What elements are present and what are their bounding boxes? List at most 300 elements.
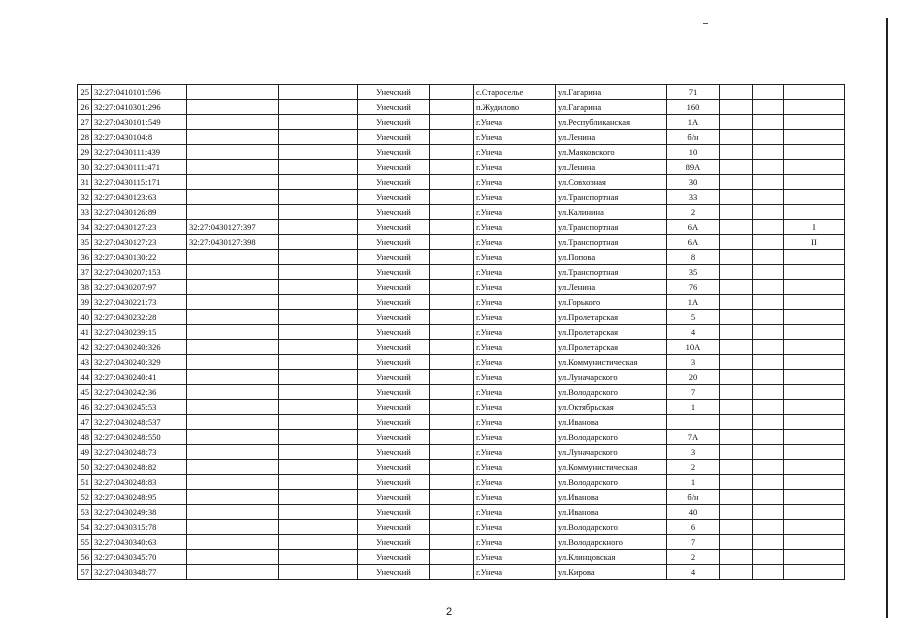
part-mark: [784, 205, 845, 220]
locality: г.Унеча: [474, 130, 556, 145]
house-number: [667, 415, 720, 430]
cadastral-number-secondary: [187, 175, 279, 190]
street: ул.Транспортная: [556, 190, 667, 205]
street: ул.Ленина: [556, 280, 667, 295]
empty-cell: [720, 505, 753, 520]
locality: г.Унеча: [474, 520, 556, 535]
empty-cell: [720, 415, 753, 430]
house-number: 10: [667, 145, 720, 160]
house-number: 89А: [667, 160, 720, 175]
empty-cell: [753, 415, 784, 430]
empty-cell: [720, 250, 753, 265]
cadastral-number: 32:27:0430207:153: [92, 265, 187, 280]
table-row: [78, 145, 845, 160]
row-number: 29: [78, 145, 92, 160]
row-number: 25: [78, 85, 92, 100]
empty-cell: [753, 250, 784, 265]
row-number: 51: [78, 475, 92, 490]
empty-cell: [720, 520, 753, 535]
empty-cell: [279, 385, 358, 400]
row-number: 28: [78, 130, 92, 145]
street: ул.Володарского: [556, 385, 667, 400]
empty-cell: [720, 340, 753, 355]
locality: г.Унеча: [474, 355, 556, 370]
house-number: 7: [667, 535, 720, 550]
street: ул.Транспортная: [556, 220, 667, 235]
cadastral-number-secondary: [187, 355, 279, 370]
locality: г.Унеча: [474, 340, 556, 355]
row-number: 34: [78, 220, 92, 235]
cadastral-number: 32:27:0430127:23: [92, 220, 187, 235]
part-mark: [784, 160, 845, 175]
district: Унечский: [358, 325, 430, 340]
cadastral-number: 32:27:0430104:8: [92, 130, 187, 145]
empty-cell: [279, 550, 358, 565]
table-row: [78, 190, 845, 205]
part-mark: [784, 280, 845, 295]
house-number: 4: [667, 565, 720, 580]
district: Унечский: [358, 175, 430, 190]
part-mark: [784, 250, 845, 265]
part-mark: [784, 430, 845, 445]
cadastral-number-secondary: [187, 430, 279, 445]
house-number: 40: [667, 505, 720, 520]
locality: г.Унеча: [474, 370, 556, 385]
cadastral-number-secondary: [187, 310, 279, 325]
cadastral-number: 32:27:0430123:63: [92, 190, 187, 205]
empty-cell: [279, 535, 358, 550]
table-row: [78, 100, 845, 115]
empty-cell: [279, 445, 358, 460]
locality: г.Унеча: [474, 190, 556, 205]
empty-cell: [753, 115, 784, 130]
empty-cell: [753, 220, 784, 235]
cadastral-number: 32:27:0430248:82: [92, 460, 187, 475]
empty-cell: [720, 85, 753, 100]
empty-cell: [430, 310, 474, 325]
empty-cell: [430, 370, 474, 385]
empty-cell: [753, 310, 784, 325]
cadastral-number-secondary: [187, 400, 279, 415]
empty-cell: [430, 415, 474, 430]
row-number: 46: [78, 400, 92, 415]
empty-cell: [720, 100, 753, 115]
house-number: 1А: [667, 295, 720, 310]
empty-cell: [279, 235, 358, 250]
street: ул.Совхозная: [556, 175, 667, 190]
cadastral-number: 32:27:0430248:95: [92, 490, 187, 505]
empty-cell: [753, 520, 784, 535]
table-row: [78, 265, 845, 280]
part-mark: [784, 175, 845, 190]
locality: г.Унеча: [474, 265, 556, 280]
empty-cell: [430, 160, 474, 175]
locality: г.Унеча: [474, 445, 556, 460]
cadastral-number-secondary: [187, 565, 279, 580]
street: ул.Калинина: [556, 205, 667, 220]
empty-cell: [720, 220, 753, 235]
part-mark: [784, 325, 845, 340]
table-row: [78, 565, 845, 580]
cadastral-number-secondary: [187, 205, 279, 220]
empty-cell: [720, 325, 753, 340]
cadastral-number-secondary: [187, 100, 279, 115]
table-row: [78, 325, 845, 340]
row-number: 30: [78, 160, 92, 175]
district: Унечский: [358, 115, 430, 130]
empty-cell: [279, 265, 358, 280]
cadastral-number-secondary: [187, 325, 279, 340]
empty-cell: [753, 325, 784, 340]
empty-cell: [430, 325, 474, 340]
empty-cell: [720, 460, 753, 475]
district: Унечский: [358, 250, 430, 265]
table-row: [78, 250, 845, 265]
empty-cell: [430, 475, 474, 490]
locality: г.Унеча: [474, 235, 556, 250]
empty-cell: [430, 175, 474, 190]
street: ул.Транспортная: [556, 265, 667, 280]
row-number: 39: [78, 295, 92, 310]
table-row: [78, 370, 845, 385]
house-number: 160: [667, 100, 720, 115]
street: ул.Ленина: [556, 160, 667, 175]
empty-cell: [753, 355, 784, 370]
cadastral-number-secondary: [187, 265, 279, 280]
cadastral-number-secondary: [187, 340, 279, 355]
empty-cell: [430, 430, 474, 445]
row-number: 49: [78, 445, 92, 460]
empty-cell: [279, 220, 358, 235]
empty-cell: [720, 130, 753, 145]
cadastral-number: 32:27:0430221:73: [92, 295, 187, 310]
part-mark: [784, 490, 845, 505]
cadastral-number: 32:27:0430126:89: [92, 205, 187, 220]
cadastral-number-secondary: [187, 520, 279, 535]
empty-cell: [753, 460, 784, 475]
row-number: 53: [78, 505, 92, 520]
empty-cell: [279, 370, 358, 385]
empty-cell: [430, 130, 474, 145]
empty-cell: [430, 505, 474, 520]
part-mark: [784, 550, 845, 565]
table-row: [78, 415, 845, 430]
street: ул.Володарского: [556, 430, 667, 445]
row-number: 31: [78, 175, 92, 190]
empty-cell: [720, 535, 753, 550]
cadastral-number: 32:27:0430348:77: [92, 565, 187, 580]
empty-cell: [430, 280, 474, 295]
district: Унечский: [358, 430, 430, 445]
house-number: 6А: [667, 220, 720, 235]
cadastral-number: 32:27:0430232:28: [92, 310, 187, 325]
part-mark: [784, 505, 845, 520]
street: ул.Иванова: [556, 415, 667, 430]
district: Унечский: [358, 130, 430, 145]
empty-cell: [430, 400, 474, 415]
part-mark: [784, 520, 845, 535]
empty-cell: [279, 175, 358, 190]
empty-cell: [720, 115, 753, 130]
empty-cell: [430, 460, 474, 475]
district: Унечский: [358, 205, 430, 220]
cadastral-number: 32:27:0430248:550: [92, 430, 187, 445]
street: ул.Луначарского: [556, 445, 667, 460]
empty-cell: [720, 475, 753, 490]
cadastral-number: 32:27:0430111:471: [92, 160, 187, 175]
empty-cell: [720, 355, 753, 370]
cadastral-number: 32:27:0430101:549: [92, 115, 187, 130]
table-row: [78, 520, 845, 535]
row-number: 38: [78, 280, 92, 295]
part-mark: [784, 115, 845, 130]
row-number: 47: [78, 415, 92, 430]
table-row: [78, 460, 845, 475]
empty-cell: [430, 115, 474, 130]
empty-cell: [279, 295, 358, 310]
empty-cell: [753, 85, 784, 100]
empty-cell: [720, 265, 753, 280]
part-mark: [784, 475, 845, 490]
locality: г.Унеча: [474, 160, 556, 175]
district: Унечский: [358, 235, 430, 250]
house-number: 8: [667, 250, 720, 265]
empty-cell: [720, 205, 753, 220]
part-mark: [784, 100, 845, 115]
cadastral-number: 32:27:0430239:15: [92, 325, 187, 340]
locality: г.Унеча: [474, 250, 556, 265]
street: ул.Гагарина: [556, 100, 667, 115]
table-row: [78, 220, 845, 235]
district: Унечский: [358, 520, 430, 535]
empty-cell: [753, 385, 784, 400]
locality: п.Жудилово: [474, 100, 556, 115]
district: Унечский: [358, 340, 430, 355]
empty-cell: [753, 430, 784, 445]
cadastral-number: 32:27:0430242:36: [92, 385, 187, 400]
cadastral-number: 32:27:0430249:38: [92, 505, 187, 520]
row-number: 37: [78, 265, 92, 280]
street: ул.Транспортная: [556, 235, 667, 250]
district: Унечский: [358, 370, 430, 385]
row-number: 40: [78, 310, 92, 325]
empty-cell: [430, 535, 474, 550]
table-row: [78, 205, 845, 220]
street: ул.Коммунистическая: [556, 355, 667, 370]
house-number: 33: [667, 190, 720, 205]
row-number: 56: [78, 550, 92, 565]
part-mark: [784, 535, 845, 550]
cadastral-number: 32:27:0430115:171: [92, 175, 187, 190]
locality: г.Унеча: [474, 175, 556, 190]
street: ул.Маяковского: [556, 145, 667, 160]
cadastral-number-secondary: [187, 535, 279, 550]
cadastral-number: 32:27:0430127:23: [92, 235, 187, 250]
locality: г.Унеча: [474, 205, 556, 220]
part-mark: [784, 85, 845, 100]
row-number: 32: [78, 190, 92, 205]
table-row: [78, 385, 845, 400]
house-number: 2: [667, 550, 720, 565]
row-number: 43: [78, 355, 92, 370]
empty-cell: [279, 250, 358, 265]
table-row: [78, 310, 845, 325]
empty-cell: [430, 445, 474, 460]
cadastral-number: 32:27:0430240:326: [92, 340, 187, 355]
street: ул.Клинцовская: [556, 550, 667, 565]
empty-cell: [753, 100, 784, 115]
empty-cell: [279, 280, 358, 295]
page-edge-line: [886, 18, 888, 618]
cadastral-number-secondary: [187, 250, 279, 265]
table-row: [78, 400, 845, 415]
empty-cell: [430, 265, 474, 280]
part-mark: [784, 460, 845, 475]
table-row: [78, 445, 845, 460]
empty-cell: [720, 280, 753, 295]
street: ул.Кирова: [556, 565, 667, 580]
district: Унечский: [358, 310, 430, 325]
empty-cell: [279, 505, 358, 520]
empty-cell: [753, 535, 784, 550]
district: Унечский: [358, 355, 430, 370]
street: ул.Ленина: [556, 130, 667, 145]
empty-cell: [430, 520, 474, 535]
empty-cell: [753, 265, 784, 280]
district: Унечский: [358, 445, 430, 460]
empty-cell: [279, 475, 358, 490]
empty-cell: [720, 550, 753, 565]
empty-cell: [430, 190, 474, 205]
row-number: 48: [78, 430, 92, 445]
empty-cell: [430, 235, 474, 250]
district: Унечский: [358, 385, 430, 400]
empty-cell: [279, 100, 358, 115]
cadastral-number: 32:27:0430130:22: [92, 250, 187, 265]
street: ул.Пролетарская: [556, 325, 667, 340]
cadastral-number: 32:27:0430240:41: [92, 370, 187, 385]
row-number: 27: [78, 115, 92, 130]
part-mark: I: [784, 220, 845, 235]
empty-cell: [279, 355, 358, 370]
scan-mark: [703, 23, 708, 24]
empty-cell: [720, 565, 753, 580]
row-number: 33: [78, 205, 92, 220]
empty-cell: [279, 145, 358, 160]
empty-cell: [430, 550, 474, 565]
house-number: б/н: [667, 130, 720, 145]
cadastral-number-secondary: [187, 415, 279, 430]
empty-cell: [279, 115, 358, 130]
street: ул.Пролетарская: [556, 340, 667, 355]
part-mark: [784, 145, 845, 160]
cadastral-number: 32:27:0410101:596: [92, 85, 187, 100]
empty-cell: [430, 100, 474, 115]
district: Унечский: [358, 505, 430, 520]
empty-cell: [430, 220, 474, 235]
row-number: 26: [78, 100, 92, 115]
part-mark: [784, 370, 845, 385]
empty-cell: [430, 565, 474, 580]
empty-cell: [720, 190, 753, 205]
cadastral-number-secondary: 32:27:0430127:397: [187, 220, 279, 235]
cadastral-number: 32:27:0430248:83: [92, 475, 187, 490]
empty-cell: [753, 175, 784, 190]
row-number: 45: [78, 385, 92, 400]
house-number: 3: [667, 355, 720, 370]
empty-cell: [720, 400, 753, 415]
empty-cell: [753, 280, 784, 295]
locality: г.Унеча: [474, 280, 556, 295]
street: ул.Попова: [556, 250, 667, 265]
row-number: 36: [78, 250, 92, 265]
row-number: 35: [78, 235, 92, 250]
locality: г.Унеча: [474, 310, 556, 325]
cadastral-number-secondary: [187, 190, 279, 205]
empty-cell: [430, 295, 474, 310]
district: Унечский: [358, 85, 430, 100]
table-row: [78, 130, 845, 145]
part-mark: [784, 355, 845, 370]
cadastral-number: 32:27:0430340:63: [92, 535, 187, 550]
table-row: [78, 355, 845, 370]
district: Унечский: [358, 490, 430, 505]
empty-cell: [430, 145, 474, 160]
cadastral-number-secondary: [187, 370, 279, 385]
empty-cell: [753, 235, 784, 250]
empty-cell: [279, 325, 358, 340]
locality: г.Унеча: [474, 325, 556, 340]
cadastral-number-secondary: 32:27:0430127:398: [187, 235, 279, 250]
empty-cell: [279, 190, 358, 205]
district: Унечский: [358, 565, 430, 580]
cadastral-number-secondary: [187, 490, 279, 505]
locality: г.Унеча: [474, 460, 556, 475]
empty-cell: [753, 505, 784, 520]
street: ул.Коммунистическая: [556, 460, 667, 475]
house-number: 76: [667, 280, 720, 295]
house-number: 7: [667, 385, 720, 400]
locality: г.Унеча: [474, 145, 556, 160]
page-number: 2: [446, 606, 453, 618]
empty-cell: [753, 550, 784, 565]
empty-cell: [720, 430, 753, 445]
locality: г.Унеча: [474, 550, 556, 565]
table-row: [78, 235, 845, 250]
empty-cell: [430, 385, 474, 400]
cadastral-number: 32:27:0430248:537: [92, 415, 187, 430]
cadastral-number: 32:27:0430240:329: [92, 355, 187, 370]
locality: г.Унеча: [474, 490, 556, 505]
empty-cell: [279, 565, 358, 580]
empty-cell: [720, 145, 753, 160]
district: Унечский: [358, 460, 430, 475]
row-number: 52: [78, 490, 92, 505]
cadastral-number: 32:27:0430315:78: [92, 520, 187, 535]
house-number: 5: [667, 310, 720, 325]
house-number: 1: [667, 400, 720, 415]
cadastral-number-secondary: [187, 445, 279, 460]
empty-cell: [279, 415, 358, 430]
locality: г.Унеча: [474, 220, 556, 235]
cadastral-number-secondary: [187, 460, 279, 475]
cadastral-number: 32:27:0430345:70: [92, 550, 187, 565]
cadastral-number: 32:27:0430245:53: [92, 400, 187, 415]
table-row: [78, 295, 845, 310]
part-mark: [784, 565, 845, 580]
part-mark: II: [784, 235, 845, 250]
district: Унечский: [358, 415, 430, 430]
